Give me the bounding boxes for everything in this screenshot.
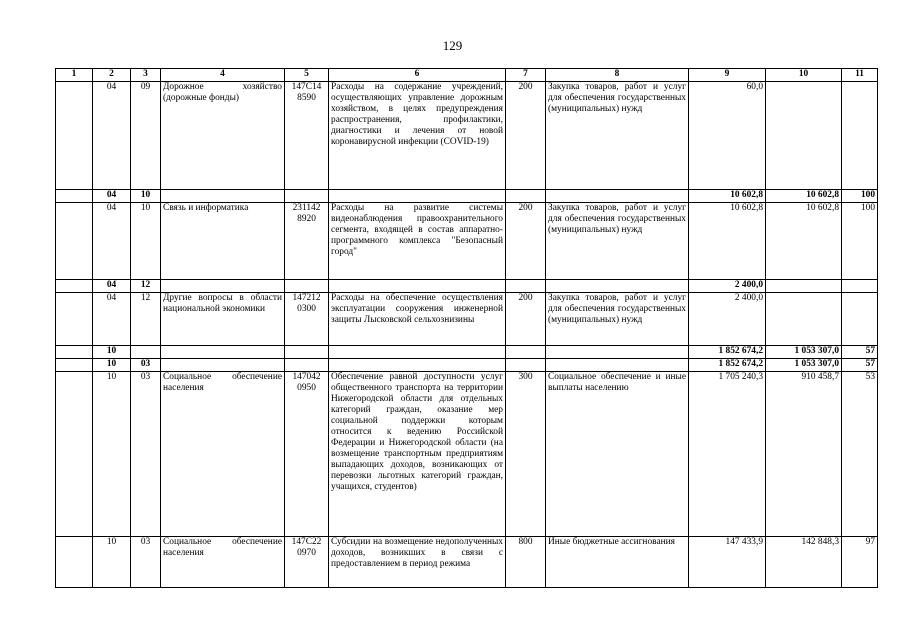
- cell-col-4: Социальное обеспечение населения: [161, 537, 285, 588]
- cell-col-1: [56, 537, 93, 588]
- column-header: 7: [506, 69, 546, 82]
- cell-col-1: [56, 346, 93, 359]
- cell-col-9: 147 433,9: [689, 537, 766, 588]
- cell-col-5: 147212 0300: [285, 293, 329, 346]
- cell-col-7: [506, 346, 546, 359]
- column-header: 2: [93, 69, 131, 82]
- cell-col-2: 10: [93, 359, 131, 372]
- cell-col-11: 97: [842, 537, 878, 588]
- cell-col-1: [56, 203, 93, 280]
- cell-col-10: [766, 82, 842, 190]
- cell-col-8: Иные бюджетные ассигнования: [546, 537, 689, 588]
- cell-col-7: 800: [506, 537, 546, 588]
- column-header: 6: [329, 69, 506, 82]
- cell-col-2: 10: [93, 346, 131, 359]
- column-header: 9: [689, 69, 766, 82]
- cell-col-6: Расходы на обеспечение осуществления эксплуатации сооружения инженерной защиты Лысковской сельхознизины: [329, 293, 506, 346]
- cell-col-7: 200: [506, 203, 546, 280]
- cell-col-5: [285, 280, 329, 293]
- cell-col-8: Закупка товаров, работ и услуг для обеспечения государственных (муниципальных) нужд: [546, 82, 689, 190]
- cell-col-8: [546, 346, 689, 359]
- cell-col-9: 1 705 240,3: [689, 372, 766, 537]
- cell-col-6: Обеспечение равной доступности услуг общественного транспорта на территории Нижегородской области для отдельных категорий граждан, оказание мер социальной поддержки которым относится к ведению Российской Федерации и Нижегородской области (на возмещение транспортным предприятиям выпадающих доходов, возникающих от перевозки льготных категорий граждан, учащихся, студентов): [329, 372, 506, 537]
- column-header: 11: [842, 69, 878, 82]
- cell-col-2: 04: [93, 190, 131, 203]
- cell-col-6: [329, 346, 506, 359]
- cell-col-4: [161, 346, 285, 359]
- column-header: 10: [766, 69, 842, 82]
- cell-col-10: 10 602,8: [766, 203, 842, 280]
- table-row: [56, 82, 878, 190]
- cell-col-6: Расходы на развитие системы видеонаблюдения правоохранительного сегмента, входящей в состав аппаратно-программного комплекса "Безопасный город": [329, 203, 506, 280]
- cell-col-10: 1 053 307,0: [766, 346, 842, 359]
- cell-col-3: 09: [131, 82, 161, 190]
- cell-col-3: 12: [131, 293, 161, 346]
- cell-col-3: [131, 346, 161, 359]
- subtotal-row: [56, 359, 878, 372]
- cell-col-3: 10: [131, 203, 161, 280]
- cell-col-3: 12: [131, 280, 161, 293]
- cell-col-9: 2 400,0: [689, 280, 766, 293]
- cell-col-1: [56, 280, 93, 293]
- cell-col-10: 1 053 307,0: [766, 359, 842, 372]
- table-row: [56, 372, 878, 537]
- column-header: 4: [161, 69, 285, 82]
- cell-col-5: 147042 0950: [285, 372, 329, 537]
- cell-col-11: 100: [842, 203, 878, 280]
- cell-col-5: [285, 190, 329, 203]
- cell-col-7: [506, 359, 546, 372]
- subtotal-row: [56, 190, 878, 203]
- cell-col-4: Социальное обеспечение населения: [161, 372, 285, 537]
- table-row: [56, 293, 878, 346]
- cell-col-4: Связь и информатика: [161, 203, 285, 280]
- cell-col-10: 142 848,3: [766, 537, 842, 588]
- cell-col-1: [56, 359, 93, 372]
- subtotal-row: [56, 280, 878, 293]
- cell-col-11: [842, 280, 878, 293]
- cell-col-10: [766, 293, 842, 346]
- cell-col-10: [766, 280, 842, 293]
- cell-col-5: 147С22 0970: [285, 537, 329, 588]
- cell-col-9: 10 602,8: [689, 190, 766, 203]
- cell-col-11: 57: [842, 346, 878, 359]
- cell-col-7: 300: [506, 372, 546, 537]
- cell-col-3: 10: [131, 190, 161, 203]
- cell-col-4: [161, 359, 285, 372]
- cell-col-11: 100: [842, 190, 878, 203]
- cell-col-11: [842, 293, 878, 346]
- table-row: [56, 537, 878, 588]
- cell-col-7: [506, 190, 546, 203]
- cell-col-5: [285, 359, 329, 372]
- cell-col-3: 03: [131, 359, 161, 372]
- cell-col-11: 57: [842, 359, 878, 372]
- cell-col-5: 147С14 8590: [285, 82, 329, 190]
- cell-col-10: 10 602,8: [766, 190, 842, 203]
- cell-col-2: 10: [93, 537, 131, 588]
- cell-col-2: 10: [93, 372, 131, 537]
- cell-col-9: 2 400,0: [689, 293, 766, 346]
- cell-col-2: 04: [93, 203, 131, 280]
- cell-col-4: [161, 280, 285, 293]
- header-row: [56, 69, 878, 82]
- cell-col-9: 60,0: [689, 82, 766, 190]
- cell-col-2: 04: [93, 280, 131, 293]
- subtotal-row: [56, 346, 878, 359]
- cell-col-8: Социальное обеспечение и иные выплаты населению: [546, 372, 689, 537]
- column-header: 5: [285, 69, 329, 82]
- cell-col-3: 03: [131, 537, 161, 588]
- cell-col-1: [56, 372, 93, 537]
- cell-col-6: Расходы на содержание учреждений, осуществляющих управление дорожным хозяйством, в целях предупреждения распространения, профилактики, диагностики и лечения от новой коронавирусной инфекции (COVID-19): [329, 82, 506, 190]
- table-row: [56, 203, 878, 280]
- cell-col-5: [285, 346, 329, 359]
- cell-col-2: 04: [93, 82, 131, 190]
- cell-col-9: 1 852 674,2: [689, 359, 766, 372]
- cell-col-10: 910 458,7: [766, 372, 842, 537]
- cell-col-9: 1 852 674,2: [689, 346, 766, 359]
- cell-col-1: [56, 190, 93, 203]
- table-body: [56, 82, 878, 588]
- cell-col-8: Закупка товаров, работ и услуг для обеспечения государственных (муниципальных) нужд: [546, 203, 689, 280]
- cell-col-8: [546, 190, 689, 203]
- cell-col-3: 03: [131, 372, 161, 537]
- cell-col-7: 200: [506, 82, 546, 190]
- cell-col-8: [546, 359, 689, 372]
- cell-col-8: Закупка товаров, работ и услуг для обеспечения государственных (муниципальных) нужд: [546, 293, 689, 346]
- cell-col-7: [506, 280, 546, 293]
- table-header: [56, 69, 878, 82]
- column-header: 1: [56, 69, 93, 82]
- column-header: 3: [131, 69, 161, 82]
- cell-col-7: 200: [506, 293, 546, 346]
- cell-col-11: 53: [842, 372, 878, 537]
- cell-col-11: [842, 82, 878, 190]
- cell-col-9: 10 602,8: [689, 203, 766, 280]
- page-number: 129: [442, 38, 463, 53]
- cell-col-2: 04: [93, 293, 131, 346]
- cell-col-6: [329, 190, 506, 203]
- budget-table: [55, 68, 878, 588]
- cell-col-6: Субсидии на возмещение недополученных доходов, возникших в связи с предоставлением в период режима: [329, 537, 506, 588]
- cell-col-6: [329, 280, 506, 293]
- cell-col-4: [161, 190, 285, 203]
- cell-col-4: Другие вопросы в области национальной экономики: [161, 293, 285, 346]
- cell-col-6: [329, 359, 506, 372]
- cell-col-5: 231142 8920: [285, 203, 329, 280]
- cell-col-8: [546, 280, 689, 293]
- column-header: 8: [546, 69, 689, 82]
- cell-col-1: [56, 293, 93, 346]
- cell-col-4: Дорожное хозяйство (дорожные фонды): [161, 82, 285, 190]
- cell-col-1: [56, 82, 93, 190]
